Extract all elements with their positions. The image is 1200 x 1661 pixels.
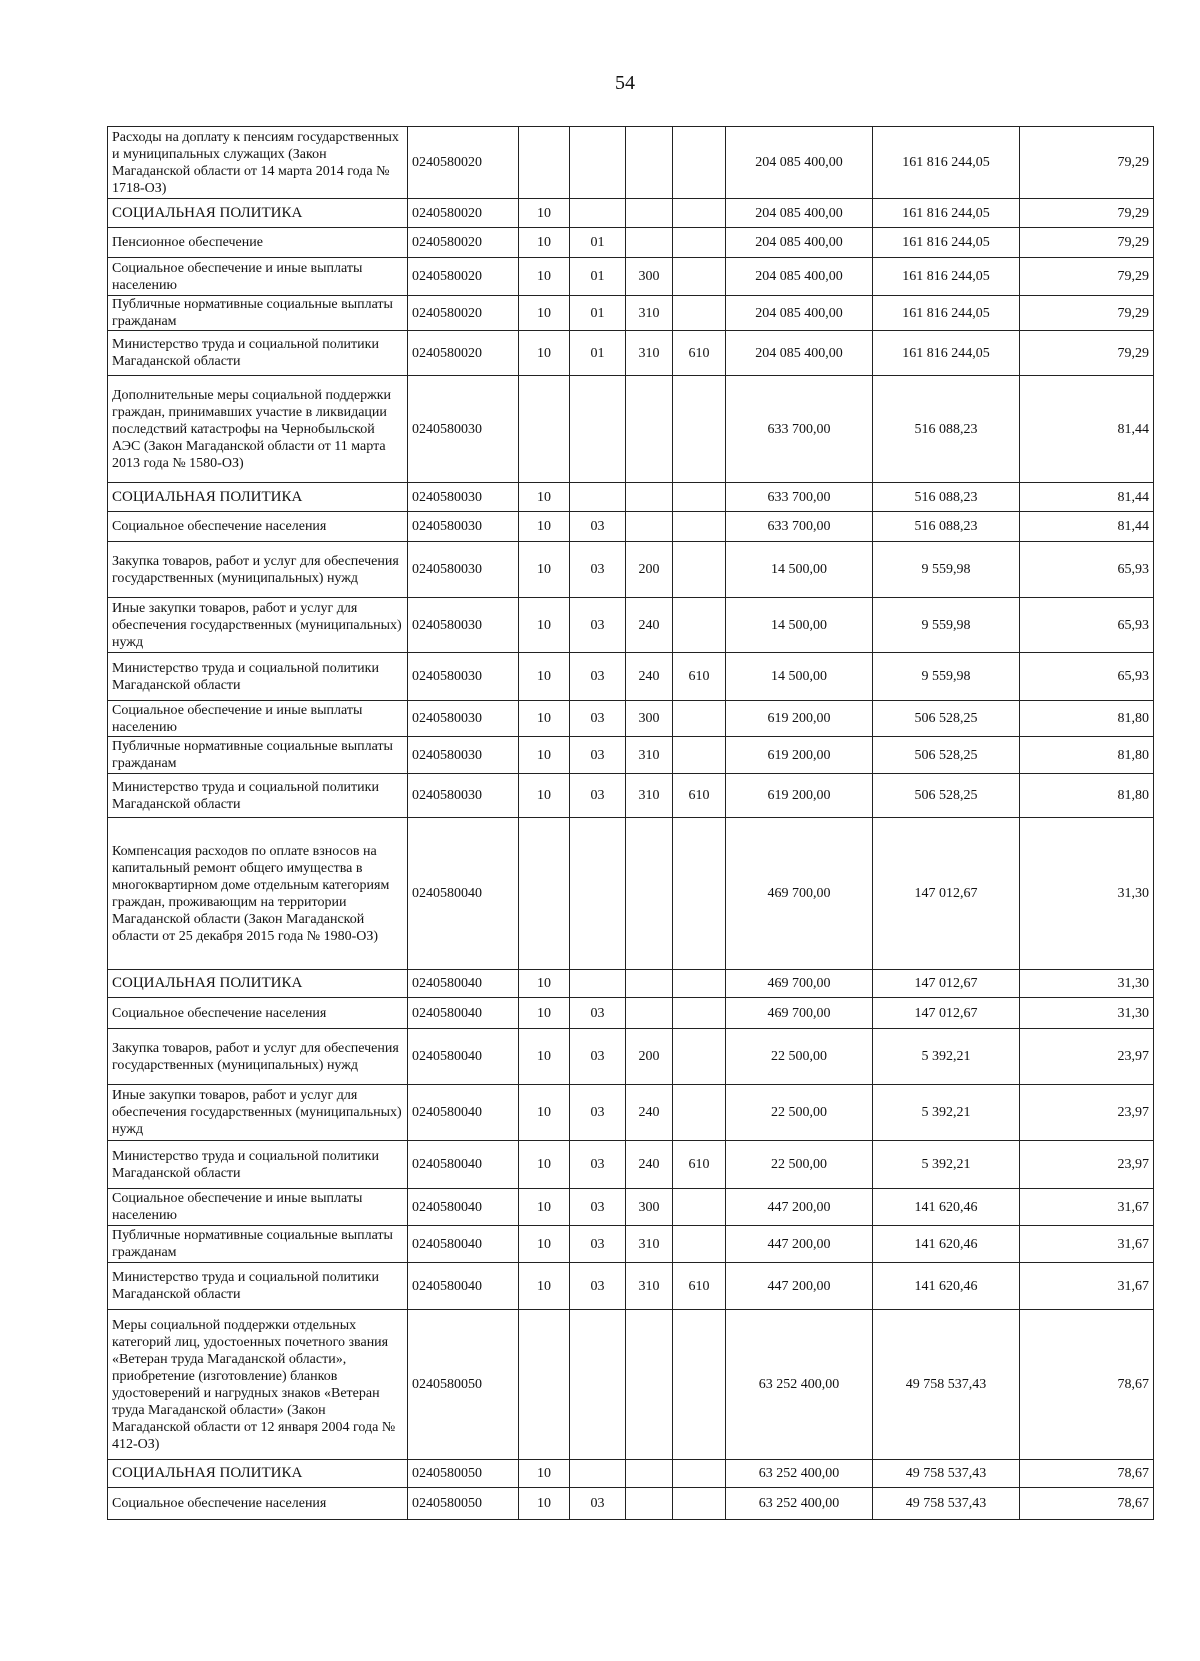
table-row [108,199,1154,228]
execution-percent-cell: 81,44 [1020,483,1154,512]
subsection-code-cell: 03 [570,701,626,737]
execution-percent-cell: 81,44 [1020,376,1154,483]
administrator-code-cell [673,376,726,483]
planned-amount-cell: 619 200,00 [726,737,873,774]
planned-amount-cell: 619 200,00 [726,774,873,818]
planned-amount-cell: 63 252 400,00 [726,1460,873,1488]
target-code-cell: 0240580040 [408,998,519,1029]
planned-amount-cell: 633 700,00 [726,512,873,542]
table-row [108,331,1154,376]
execution-percent-cell: 78,67 [1020,1460,1154,1488]
expense-type-code-cell: 200 [626,542,673,598]
administrator-code-cell [673,258,726,296]
planned-amount-cell: 633 700,00 [726,483,873,512]
table-row [108,1460,1154,1488]
expense-name-cell: СОЦИАЛЬНАЯ ПОЛИТИКА [108,1460,408,1488]
section-code-cell: 10 [519,512,570,542]
expense-type-code-cell: 310 [626,774,673,818]
actual-amount-cell: 147 012,67 [873,818,1020,970]
table-row [108,1189,1154,1226]
table-row [108,542,1154,598]
administrator-code-cell: 610 [673,331,726,376]
subsection-code-cell: 03 [570,542,626,598]
expense-name-cell: Социальное обеспечение населения [108,1488,408,1520]
administrator-code-cell [673,970,726,998]
execution-percent-cell: 79,29 [1020,331,1154,376]
expense-name-cell: Закупка товаров, работ и услуг для обеспечения государственных (муниципальных) нужд [108,542,408,598]
planned-amount-cell: 447 200,00 [726,1263,873,1310]
table-row [108,970,1154,998]
administrator-code-cell: 610 [673,774,726,818]
expense-name-cell: Министерство труда и социальной политики Магаданской области [108,774,408,818]
target-code-cell: 0240580040 [408,1263,519,1310]
planned-amount-cell: 14 500,00 [726,653,873,701]
subsection-code-cell: 03 [570,598,626,653]
section-code-cell: 10 [519,228,570,258]
expense-name-cell: Социальное обеспечение и иные выплаты населению [108,701,408,737]
target-code-cell: 0240580040 [408,1085,519,1141]
section-code-cell [519,376,570,483]
actual-amount-cell: 5 392,21 [873,1029,1020,1085]
target-code-cell: 0240580040 [408,970,519,998]
administrator-code-cell [673,598,726,653]
section-code-cell: 10 [519,1029,570,1085]
expense-name-cell: Министерство труда и социальной политики Магаданской области [108,1263,408,1310]
execution-percent-cell: 81,80 [1020,701,1154,737]
actual-amount-cell: 506 528,25 [873,774,1020,818]
expense-type-code-cell [626,199,673,228]
subsection-code-cell: 03 [570,1141,626,1189]
planned-amount-cell: 469 700,00 [726,818,873,970]
subsection-code-cell: 03 [570,1263,626,1310]
actual-amount-cell: 9 559,98 [873,542,1020,598]
expense-name-cell: Министерство труда и социальной политики Магаданской области [108,1141,408,1189]
actual-amount-cell: 506 528,25 [873,737,1020,774]
table-row [108,1226,1154,1263]
subsection-code-cell [570,818,626,970]
table-row [108,1141,1154,1189]
planned-amount-cell: 22 500,00 [726,1085,873,1141]
section-code-cell: 10 [519,1488,570,1520]
target-code-cell: 0240580040 [408,818,519,970]
budget-table [107,126,1154,1520]
execution-percent-cell: 78,67 [1020,1488,1154,1520]
expense-name-cell: Закупка товаров, работ и услуг для обеспечения государственных (муниципальных) нужд [108,1029,408,1085]
administrator-code-cell: 610 [673,1141,726,1189]
expense-type-code-cell: 310 [626,1226,673,1263]
expense-type-code-cell [626,818,673,970]
target-code-cell: 0240580050 [408,1460,519,1488]
actual-amount-cell: 9 559,98 [873,598,1020,653]
execution-percent-cell: 65,93 [1020,653,1154,701]
section-code-cell: 10 [519,737,570,774]
planned-amount-cell: 204 085 400,00 [726,296,873,331]
expense-type-code-cell [626,1488,673,1520]
planned-amount-cell: 204 085 400,00 [726,127,873,199]
execution-percent-cell: 79,29 [1020,296,1154,331]
expense-type-code-cell: 310 [626,737,673,774]
target-code-cell: 0240580030 [408,653,519,701]
planned-amount-cell: 14 500,00 [726,598,873,653]
target-code-cell: 0240580030 [408,774,519,818]
planned-amount-cell: 22 500,00 [726,1029,873,1085]
actual-amount-cell: 141 620,46 [873,1226,1020,1263]
execution-percent-cell: 31,67 [1020,1263,1154,1310]
actual-amount-cell: 516 088,23 [873,376,1020,483]
actual-amount-cell: 161 816 244,05 [873,331,1020,376]
expense-name-cell: Социальное обеспечение и иные выплаты населению [108,258,408,296]
table-row [108,296,1154,331]
planned-amount-cell: 469 700,00 [726,970,873,998]
subsection-code-cell: 03 [570,1226,626,1263]
administrator-code-cell [673,701,726,737]
administrator-code-cell [673,1029,726,1085]
expense-name-cell: Публичные нормативные социальные выплаты гражданам [108,1226,408,1263]
subsection-code-cell: 03 [570,1029,626,1085]
planned-amount-cell: 14 500,00 [726,542,873,598]
expense-name-cell: СОЦИАЛЬНАЯ ПОЛИТИКА [108,483,408,512]
planned-amount-cell: 63 252 400,00 [726,1488,873,1520]
administrator-code-cell [673,228,726,258]
actual-amount-cell: 147 012,67 [873,970,1020,998]
execution-percent-cell: 65,93 [1020,598,1154,653]
subsection-code-cell: 01 [570,331,626,376]
execution-percent-cell: 31,30 [1020,818,1154,970]
table-row [108,258,1154,296]
expense-name-cell: Расходы на доплату к пенсиям государственных и муниципальных служащих (Закон Магаданской области от 14 марта 2014 года № 1718-ОЗ) [108,127,408,199]
administrator-code-cell [673,1085,726,1141]
target-code-cell: 0240580030 [408,376,519,483]
subsection-code-cell: 03 [570,1488,626,1520]
expense-type-code-cell: 240 [626,653,673,701]
table-row [108,737,1154,774]
planned-amount-cell: 447 200,00 [726,1226,873,1263]
subsection-code-cell [570,127,626,199]
administrator-code-cell: 610 [673,653,726,701]
actual-amount-cell: 161 816 244,05 [873,127,1020,199]
actual-amount-cell: 141 620,46 [873,1189,1020,1226]
table-row [108,1085,1154,1141]
execution-percent-cell: 79,29 [1020,199,1154,228]
table-row [108,376,1154,483]
target-code-cell: 0240580020 [408,199,519,228]
planned-amount-cell: 22 500,00 [726,1141,873,1189]
actual-amount-cell: 161 816 244,05 [873,296,1020,331]
expense-type-code-cell: 310 [626,331,673,376]
target-code-cell: 0240580020 [408,258,519,296]
expense-name-cell: Меры социальной поддержки отдельных категорий лиц, удостоенных почетного звания «Ветеран труда Магаданской области», приобретение (изготовление) бланков удостоверений и нагрудных знаков «Ветеран труда Магаданской области» (Закон Магаданской области от 12 января 2004 года № 412-ОЗ) [108,1310,408,1460]
administrator-code-cell [673,542,726,598]
actual-amount-cell: 147 012,67 [873,998,1020,1029]
actual-amount-cell: 5 392,21 [873,1141,1020,1189]
expense-name-cell: Министерство труда и социальной политики Магаданской области [108,331,408,376]
expense-type-code-cell [626,376,673,483]
expense-name-cell: Иные закупки товаров, работ и услуг для обеспечения государственных (муниципальных) нужд [108,598,408,653]
expense-name-cell: Социальное обеспечение и иные выплаты населению [108,1189,408,1226]
section-code-cell [519,818,570,970]
subsection-code-cell [570,199,626,228]
expense-type-code-cell [626,970,673,998]
expense-type-code-cell: 240 [626,1085,673,1141]
administrator-code-cell [673,737,726,774]
section-code-cell: 10 [519,331,570,376]
section-code-cell: 10 [519,1085,570,1141]
planned-amount-cell: 204 085 400,00 [726,258,873,296]
expense-type-code-cell [626,483,673,512]
section-code-cell: 10 [519,483,570,512]
expense-type-code-cell: 310 [626,1263,673,1310]
section-code-cell: 10 [519,1460,570,1488]
expense-type-code-cell [626,228,673,258]
subsection-code-cell: 01 [570,258,626,296]
subsection-code-cell: 01 [570,296,626,331]
expense-type-code-cell [626,127,673,199]
subsection-code-cell [570,1310,626,1460]
target-code-cell: 0240580050 [408,1488,519,1520]
target-code-cell: 0240580030 [408,512,519,542]
section-code-cell: 10 [519,1226,570,1263]
actual-amount-cell: 9 559,98 [873,653,1020,701]
table-row [108,653,1154,701]
target-code-cell: 0240580020 [408,127,519,199]
subsection-code-cell: 03 [570,653,626,701]
target-code-cell: 0240580020 [408,331,519,376]
actual-amount-cell: 516 088,23 [873,512,1020,542]
subsection-code-cell: 01 [570,228,626,258]
target-code-cell: 0240580030 [408,542,519,598]
planned-amount-cell: 619 200,00 [726,701,873,737]
target-code-cell: 0240580030 [408,598,519,653]
table-row [108,818,1154,970]
expense-name-cell: СОЦИАЛЬНАЯ ПОЛИТИКА [108,970,408,998]
section-code-cell: 10 [519,1189,570,1226]
expense-type-code-cell: 200 [626,1029,673,1085]
expense-type-code-cell: 300 [626,258,673,296]
actual-amount-cell: 161 816 244,05 [873,258,1020,296]
target-code-cell: 0240580030 [408,701,519,737]
section-code-cell [519,1310,570,1460]
expense-name-cell: Министерство труда и социальной политики Магаданской области [108,653,408,701]
administrator-code-cell [673,1226,726,1263]
subsection-code-cell: 03 [570,1189,626,1226]
subsection-code-cell [570,1460,626,1488]
execution-percent-cell: 23,97 [1020,1141,1154,1189]
table-row [108,1029,1154,1085]
execution-percent-cell: 23,97 [1020,1085,1154,1141]
section-code-cell [519,127,570,199]
expense-type-code-cell: 310 [626,296,673,331]
table-row [108,998,1154,1029]
table-row [108,1263,1154,1310]
expense-type-code-cell: 300 [626,701,673,737]
table-row [108,701,1154,737]
planned-amount-cell: 447 200,00 [726,1189,873,1226]
administrator-code-cell [673,818,726,970]
section-code-cell: 10 [519,701,570,737]
table-row [108,127,1154,199]
administrator-code-cell [673,483,726,512]
expense-name-cell: СОЦИАЛЬНАЯ ПОЛИТИКА [108,199,408,228]
target-code-cell: 0240580020 [408,296,519,331]
table-row [108,1310,1154,1460]
execution-percent-cell: 31,30 [1020,970,1154,998]
expense-name-cell: Социальное обеспечение населения [108,998,408,1029]
actual-amount-cell: 161 816 244,05 [873,228,1020,258]
expense-name-cell: Дополнительные меры социальной поддержки граждан, принимавших участие в ликвидации последствий катастрофы на Чернобыльской АЭС (Закон Магаданской области от 11 марта 2013 года № 1580-ОЗ) [108,376,408,483]
expense-type-code-cell: 240 [626,598,673,653]
administrator-code-cell [673,512,726,542]
table-row [108,1488,1154,1520]
expense-name-cell: Публичные нормативные социальные выплаты гражданам [108,737,408,774]
expense-name-cell: Компенсация расходов по оплате взносов на капитальный ремонт общего имущества в многоквартирном доме отдельным категориям граждан, проживающим на территории Магаданской области (Закон Магаданской области от 25 декабря 2015 года № 1980-ОЗ) [108,818,408,970]
target-code-cell: 0240580030 [408,483,519,512]
section-code-cell: 10 [519,598,570,653]
section-code-cell: 10 [519,998,570,1029]
administrator-code-cell [673,1488,726,1520]
section-code-cell: 10 [519,542,570,598]
expense-name-cell: Пенсионное обеспечение [108,228,408,258]
execution-percent-cell: 31,67 [1020,1226,1154,1263]
subsection-code-cell: 03 [570,737,626,774]
planned-amount-cell: 204 085 400,00 [726,228,873,258]
section-code-cell: 10 [519,653,570,701]
subsection-code-cell [570,970,626,998]
subsection-code-cell [570,483,626,512]
administrator-code-cell [673,1460,726,1488]
target-code-cell: 0240580040 [408,1029,519,1085]
execution-percent-cell: 81,80 [1020,774,1154,818]
expense-name-cell: Иные закупки товаров, работ и услуг для обеспечения государственных (муниципальных) нужд [108,1085,408,1141]
administrator-code-cell [673,199,726,228]
target-code-cell: 0240580040 [408,1189,519,1226]
actual-amount-cell: 49 758 537,43 [873,1460,1020,1488]
subsection-code-cell: 03 [570,1085,626,1141]
section-code-cell: 10 [519,1141,570,1189]
planned-amount-cell: 204 085 400,00 [726,331,873,376]
expense-type-code-cell: 300 [626,1189,673,1226]
table-row [108,598,1154,653]
administrator-code-cell [673,296,726,331]
planned-amount-cell: 63 252 400,00 [726,1310,873,1460]
subsection-code-cell [570,376,626,483]
target-code-cell: 0240580020 [408,228,519,258]
target-code-cell: 0240580030 [408,737,519,774]
administrator-code-cell [673,998,726,1029]
section-code-cell: 10 [519,1263,570,1310]
section-code-cell: 10 [519,774,570,818]
expense-type-code-cell [626,1460,673,1488]
table-row [108,774,1154,818]
page-number: 54 [615,72,635,94]
expense-type-code-cell: 240 [626,1141,673,1189]
actual-amount-cell: 516 088,23 [873,483,1020,512]
execution-percent-cell: 81,44 [1020,512,1154,542]
section-code-cell: 10 [519,296,570,331]
expense-type-code-cell [626,998,673,1029]
administrator-code-cell [673,1310,726,1460]
execution-percent-cell: 79,29 [1020,228,1154,258]
planned-amount-cell: 204 085 400,00 [726,199,873,228]
actual-amount-cell: 49 758 537,43 [873,1488,1020,1520]
execution-percent-cell: 65,93 [1020,542,1154,598]
target-code-cell: 0240580040 [408,1226,519,1263]
subsection-code-cell: 03 [570,774,626,818]
actual-amount-cell: 141 620,46 [873,1263,1020,1310]
actual-amount-cell: 161 816 244,05 [873,199,1020,228]
execution-percent-cell: 79,29 [1020,127,1154,199]
administrator-code-cell [673,1189,726,1226]
planned-amount-cell: 469 700,00 [726,998,873,1029]
actual-amount-cell: 506 528,25 [873,701,1020,737]
expense-name-cell: Публичные нормативные социальные выплаты гражданам [108,296,408,331]
target-code-cell: 0240580040 [408,1141,519,1189]
expense-type-code-cell [626,512,673,542]
section-code-cell: 10 [519,970,570,998]
execution-percent-cell: 31,67 [1020,1189,1154,1226]
expense-name-cell: Социальное обеспечение населения [108,512,408,542]
execution-percent-cell: 79,29 [1020,258,1154,296]
execution-percent-cell: 31,30 [1020,998,1154,1029]
execution-percent-cell: 23,97 [1020,1029,1154,1085]
actual-amount-cell: 5 392,21 [873,1085,1020,1141]
planned-amount-cell: 633 700,00 [726,376,873,483]
table-row [108,483,1154,512]
table-row [108,228,1154,258]
execution-percent-cell: 78,67 [1020,1310,1154,1460]
section-code-cell: 10 [519,258,570,296]
table-row [108,512,1154,542]
expense-type-code-cell [626,1310,673,1460]
section-code-cell: 10 [519,199,570,228]
subsection-code-cell: 03 [570,998,626,1029]
administrator-code-cell: 610 [673,1263,726,1310]
actual-amount-cell: 49 758 537,43 [873,1310,1020,1460]
target-code-cell: 0240580050 [408,1310,519,1460]
execution-percent-cell: 81,80 [1020,737,1154,774]
subsection-code-cell: 03 [570,512,626,542]
administrator-code-cell [673,127,726,199]
